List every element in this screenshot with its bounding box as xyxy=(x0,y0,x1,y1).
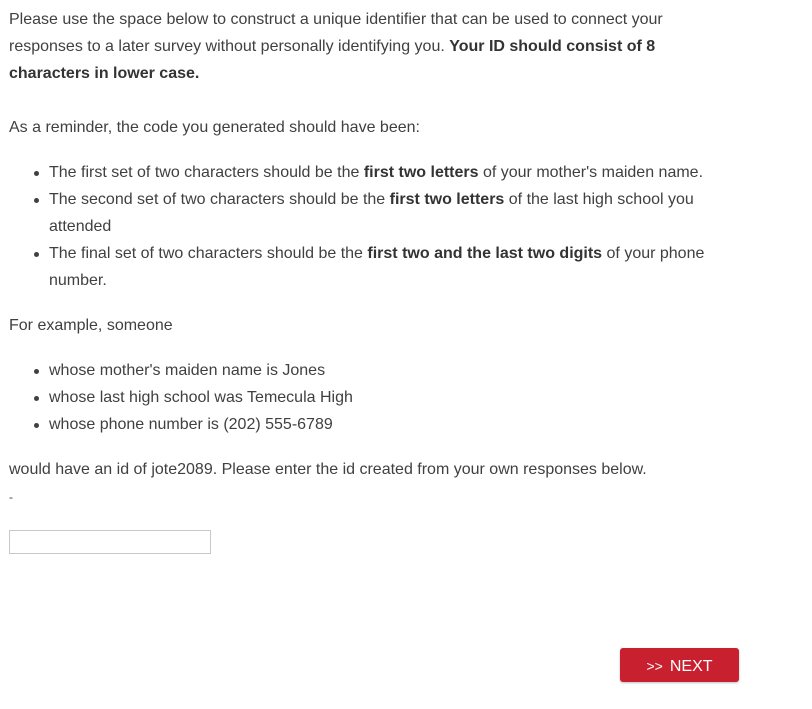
list-item xyxy=(49,186,709,240)
dash-marker: - xyxy=(9,490,13,504)
next-button[interactable] xyxy=(620,648,739,682)
list-item: whose mother's maiden name is Jones xyxy=(49,357,709,384)
next-arrows: >> xyxy=(646,658,663,674)
reminder-text: As a reminder, the code you generated should have been: xyxy=(9,119,420,136)
id-input[interactable] xyxy=(9,530,211,554)
next-button-label: NEXT xyxy=(669,658,713,675)
example-result-text: would have an id of jote2089. Please enter the id created from your own responses below. xyxy=(9,461,647,478)
example-intro-text: For example, someone xyxy=(9,317,173,334)
rule-text: of the last high school you attended xyxy=(49,191,694,235)
rule-text: of your mother's maiden name. xyxy=(478,164,704,181)
question-text xyxy=(9,6,709,483)
list-item xyxy=(49,159,709,186)
rule-bold-text: first two letters xyxy=(389,191,505,208)
list-item: whose phone number is (202) 555-6789 xyxy=(49,411,709,438)
intro-paragraph xyxy=(9,6,709,87)
intro-bold-text: Your ID should consist of 8 characters in lower case. xyxy=(9,38,656,82)
rule-text: of your phone number. xyxy=(49,245,705,289)
rule-bold-text: first two and the last two digits xyxy=(367,245,603,262)
rule-text: The first set of two characters should be the xyxy=(49,164,364,181)
list-item: whose last high school was Temecula High xyxy=(49,384,709,411)
rules-list xyxy=(9,159,709,294)
example-list xyxy=(9,357,709,438)
rule-bold-text: first two letters xyxy=(363,164,479,181)
rule-text: The second set of two characters should be the xyxy=(49,191,390,208)
list-item xyxy=(49,240,709,294)
intro-text: Please use the space below to construct a unique identifier that can be used to connect your responses to a later survey without personally identifying you. xyxy=(9,11,663,55)
rule-text: The final set of two characters should be the xyxy=(49,245,368,262)
